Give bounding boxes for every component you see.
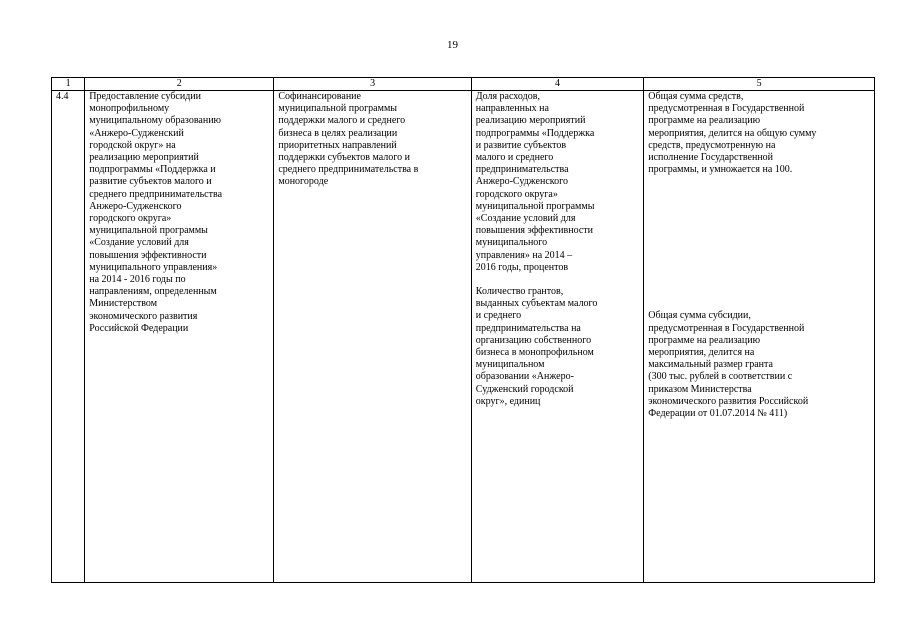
indicator-spacer xyxy=(476,274,640,286)
page-number: 19 xyxy=(447,39,458,51)
header-row xyxy=(52,78,875,91)
indicator-cell xyxy=(471,91,643,583)
indicator-2-text: Количество грантов, выданных субъектам малого и среднего предпринимательства на организацию собственного бизнеса в монопрофильном муниципальном образовании «Анжеро- Судженский городской округ», единиц xyxy=(475,286,598,407)
column-header-3: 3 xyxy=(274,78,471,91)
row-number: 4.4 xyxy=(56,91,69,102)
method-2-text: Общая сумма субсидии, предусмотренная в Государственной программе на реализацию мероприятия, делится на максимальный размер гранта (300 тыс. рублей в соответствии с приказом Министерства экономического развития Российской Федерации от 01.07.2014 № 411) xyxy=(648,310,809,420)
program-table xyxy=(51,77,875,583)
goal-text: Софинансирование муниципальной программы поддержки малого и среднего бизнеса в целях реализации приоритетных направлений поддержки субъектов малого и среднего предпринимательства в моногороде xyxy=(278,91,419,188)
indicator-1-text: Доля расходов, направленных на реализацию мероприятий подпрограммы «Поддержка и развитие субъектов малого и среднего предпринимательства Анжеро-Судженского городского округа» муниципальной программы «Создание условий для повышения эффективности муниципального управления» на 2014 – 2016 годы, процентов xyxy=(475,91,595,273)
method-spacer xyxy=(648,176,871,310)
column-header-5: 5 xyxy=(644,78,875,91)
row-number-cell xyxy=(52,91,85,583)
column-header-1: 1 xyxy=(52,78,85,91)
event-cell xyxy=(85,91,274,583)
table-row xyxy=(52,91,875,583)
event-text: Предоставление субсидии монопрофильному муниципальному образованию «Анжеро-Судженский городской округ» на реализацию мероприятий подпрограммы «Поддержка и развитие субъектов малого и среднего предпринимательства Анжеро-Судженского городского округа» муниципальной программы «Создание условий для повышения эффективности муниципального управления» на 2014 - 2016 годы по направлениям, определенным Министерством экономического развития Российской Федерации xyxy=(89,91,223,334)
column-header-2: 2 xyxy=(85,78,274,91)
method-1-text: Общая сумма средств, предусмотренная в Государственной программе на реализацию мероприятия, делится на общую сумму средств, предусмотренную на исполнение Государственной программы, и умножается на 100. xyxy=(648,91,817,176)
column-header-4: 4 xyxy=(471,78,643,91)
method-cell xyxy=(644,91,875,583)
goal-cell xyxy=(274,91,471,583)
